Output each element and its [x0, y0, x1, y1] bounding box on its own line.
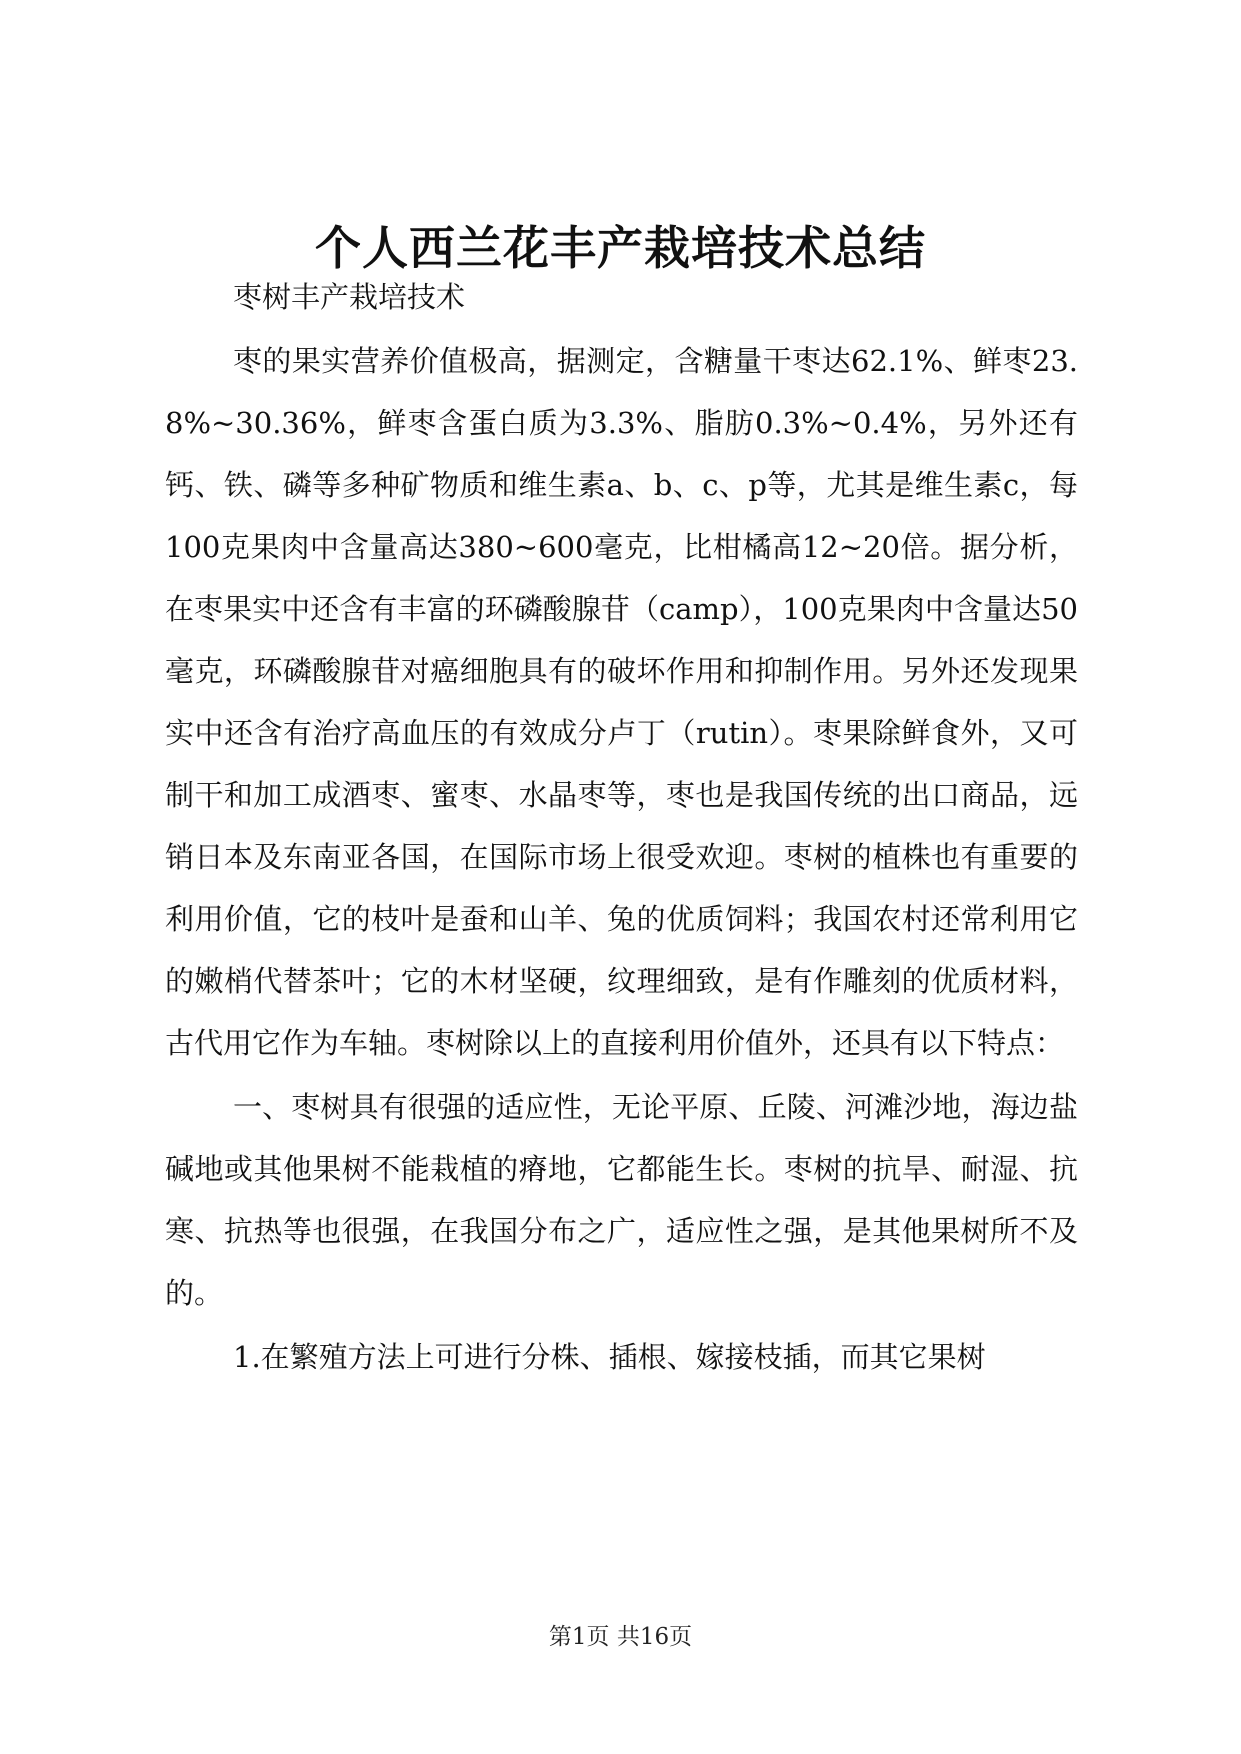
body-paragraph: 1.在繁殖方法上可进行分株、插根、嫁接枝插，而其它果树	[233, 1340, 986, 1374]
subtitle-paragraph: 枣树丰产栽培技术	[233, 280, 466, 314]
document-title: 个人西兰花丰产栽培技术总结	[315, 221, 926, 275]
document-body	[165, 266, 1078, 1388]
body-paragraph: 一、枣树具有很强的适应性，无论平原、丘陵、河滩沙地，海边盐碱地或其他果树不能栽植的瘠地，它都能生长。枣树的抗旱、耐湿、抗寒、抗热等也很强，在我国分布之广，适应性之强，是其他果树所不及的。	[165, 1090, 1078, 1310]
page-footer	[0, 1622, 1241, 1652]
body-paragraph: 枣的果实营养价值极高，据测定，含糖量干枣达62.1%、鲜枣23.8%~30.36%，鲜枣含蛋白质为3.3%、脂肪0.3%~0.4%，另外还有钙、铁、磷等多种矿物质和维生素a、b、c、p等，尤其是维生素c，每100克果肉中含量高达380~600毫克，比柑橘高12~20倍。据分析，在枣果实中还含有丰富的环磷酸腺苷（camp），100克果肉中含量达50毫克，环磷酸腺苷对癌细胞具有的破坏作用和抑制作用。另外还发现果实中还含有治疗高血压的有效成分卢丁（rutin）。枣果除鲜食外，又可制干和加工成酒枣、蜜枣、水晶枣等，枣也是我国传统的出口商品，远销日本及东南亚各国，在国际市场上很受欢迎。枣树的植株也有重要的利用价值，它的枝叶是蚕和山羊、兔的优质饲料；我国农村还常利用它的嫩梢代替茶叶；它的木材坚硬，纹理细致，是有作雕刻的优质材料，古代用它作为车轴。枣树除以上的直接利用价值外，还具有以下特点：	[165, 344, 1078, 1060]
page-number-label: 第1页 共16页	[548, 1624, 693, 1650]
